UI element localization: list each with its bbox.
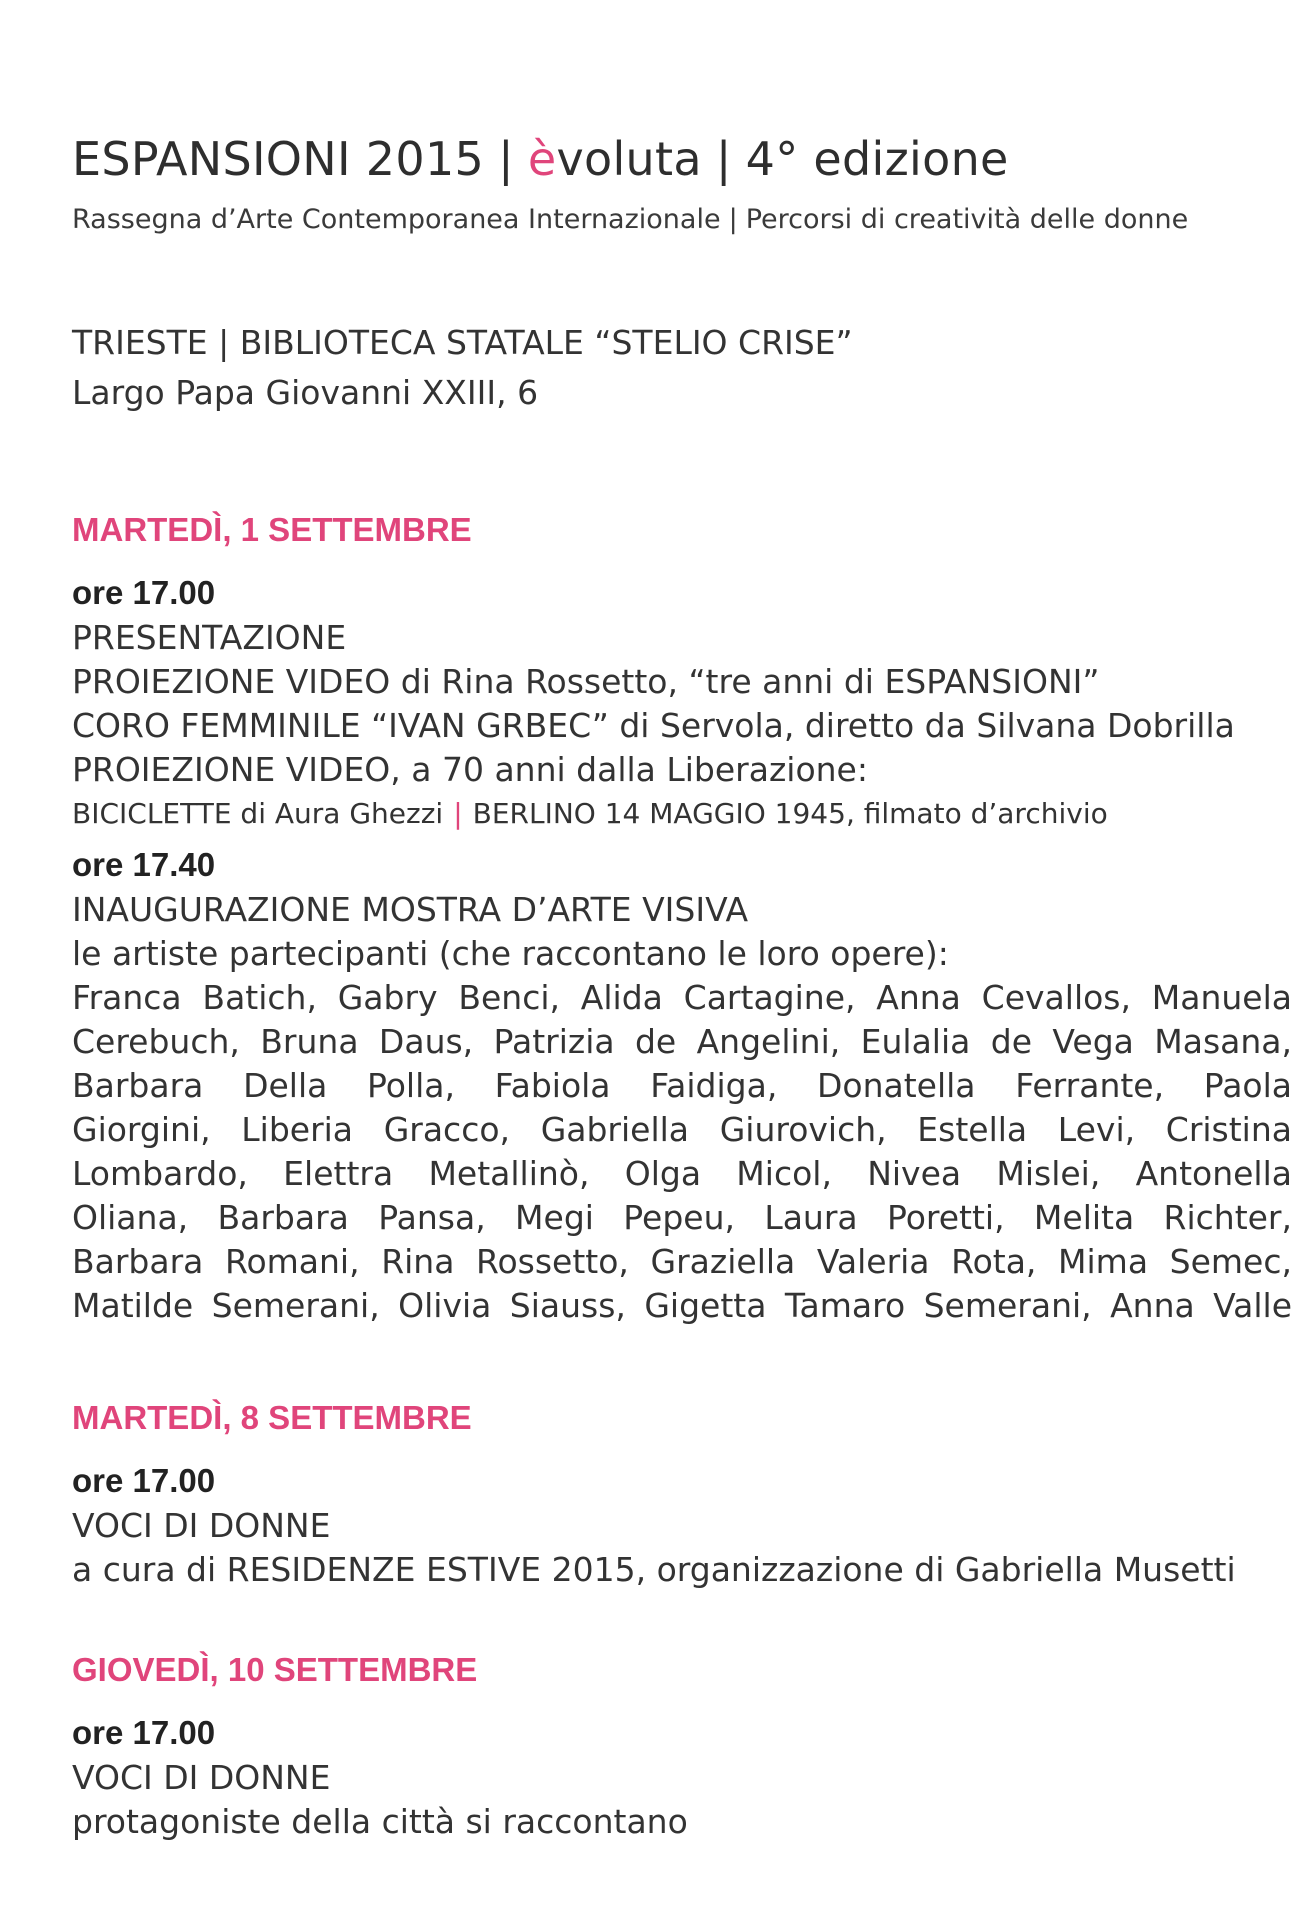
artists-line: Matilde Semerani, Olivia Siauss, Gigetta Tamaro Semerani, Anna Valle xyxy=(72,1286,1292,1325)
day2-section xyxy=(72,1396,1292,1592)
artists-list xyxy=(72,976,1292,1328)
day3-date: GIOVEDÌ, 10 SETTEMBRE xyxy=(72,1651,478,1688)
artists-line: Cerebuch, Bruna Daus, Patrizia de Angelini, Eulalia de Vega Masana, xyxy=(72,1022,1292,1061)
title-separator-2: | xyxy=(715,132,732,186)
day1-line: INAUGURAZIONE MOSTRA D’ARTE VISIVA xyxy=(72,890,749,929)
artists-line: Lombardo, Elettra Metallinò, Olga Micol, Nivea Mislei, Antonella xyxy=(72,1154,1292,1193)
video-separator: | xyxy=(453,797,463,830)
artists-line: Franca Batich, Gabry Benci, Alida Cartagine, Anna Cevallos, Manuela xyxy=(72,978,1292,1017)
day2-time1: ore 17.00 xyxy=(72,1462,216,1499)
title-edition: 4° edizione xyxy=(745,132,1009,186)
title-main: ESPANSIONI 2015 xyxy=(72,132,485,186)
artists-line: Barbara Romani, Rina Rossetto, Graziella Valeria Rota, Mima Semec, xyxy=(72,1242,1292,1281)
day2-date: MARTEDÌ, 8 SETTEMBRE xyxy=(72,1399,472,1436)
title-separator: | xyxy=(498,132,514,186)
day3-section xyxy=(72,1648,1292,1844)
day2-line: a cura di RESIDENZE ESTIVE 2015, organizzazione di Gabriella Musetti xyxy=(72,1550,1236,1589)
subtitle-right: Percorsi di creatività delle donne xyxy=(745,204,1189,235)
day3-line: protagoniste della città si raccontano xyxy=(72,1802,688,1841)
artists-line: Giorgini, Liberia Gracco, Gabriella Giurovich, Estella Levi, Cristina xyxy=(72,1110,1292,1149)
day1-time1: ore 17.00 xyxy=(72,574,216,611)
day1-line: CORO FEMMINILE “IVAN GRBEC” di Servola, diretto da Silvana Dobrilla xyxy=(72,706,1235,745)
day1-line: PROIEZIONE VIDEO, a 70 anni dalla Liberazione: xyxy=(72,750,868,789)
day1-time2: ore 17.40 xyxy=(72,846,216,883)
day2-line: VOCI DI DONNE xyxy=(72,1506,331,1545)
day3-line: VOCI DI DONNE xyxy=(72,1758,331,1797)
day1-line: PRESENTAZIONE xyxy=(72,618,347,657)
subtitle-left: Rassegna d’Arte Contemporanea Internazionale xyxy=(72,204,721,235)
title-accent-rest: voluta xyxy=(556,132,702,186)
page-title xyxy=(72,128,1292,190)
venue-name: TRIESTE | BIBLIOTECA STATALE “STELIO CRISE” xyxy=(72,323,853,362)
day3-time1: ore 17.00 xyxy=(72,1714,216,1751)
video-title-left: BICICLETTE di Aura Ghezzi xyxy=(72,797,444,830)
venue-block xyxy=(72,318,1292,418)
day1-line: PROIEZIONE VIDEO di Rina Rossetto, “tre anni di ESPANSIONI” xyxy=(72,662,1100,701)
page-subtitle xyxy=(72,200,1292,240)
video-title-right: BERLINO 14 MAGGIO 1945, filmato d’archivio xyxy=(472,797,1108,830)
day1-video-titles xyxy=(72,792,1292,836)
venue-address: Largo Papa Giovanni XXIII, 6 xyxy=(72,373,539,412)
title-accent-letter: è xyxy=(527,132,557,186)
artists-line: Oliana, Barbara Pansa, Megi Pepeu, Laura Poretti, Melita Richter, xyxy=(72,1198,1292,1237)
artists-line: Barbara Della Polla, Fabiola Faidiga, Donatella Ferrante, Paola xyxy=(72,1066,1292,1105)
subtitle-separator: | xyxy=(728,204,738,235)
day1-line: le artiste partecipanti (che raccontano le loro opere): xyxy=(72,934,949,973)
day1-section xyxy=(72,508,1292,1328)
day1-date: MARTEDÌ, 1 SETTEMBRE xyxy=(72,511,472,548)
